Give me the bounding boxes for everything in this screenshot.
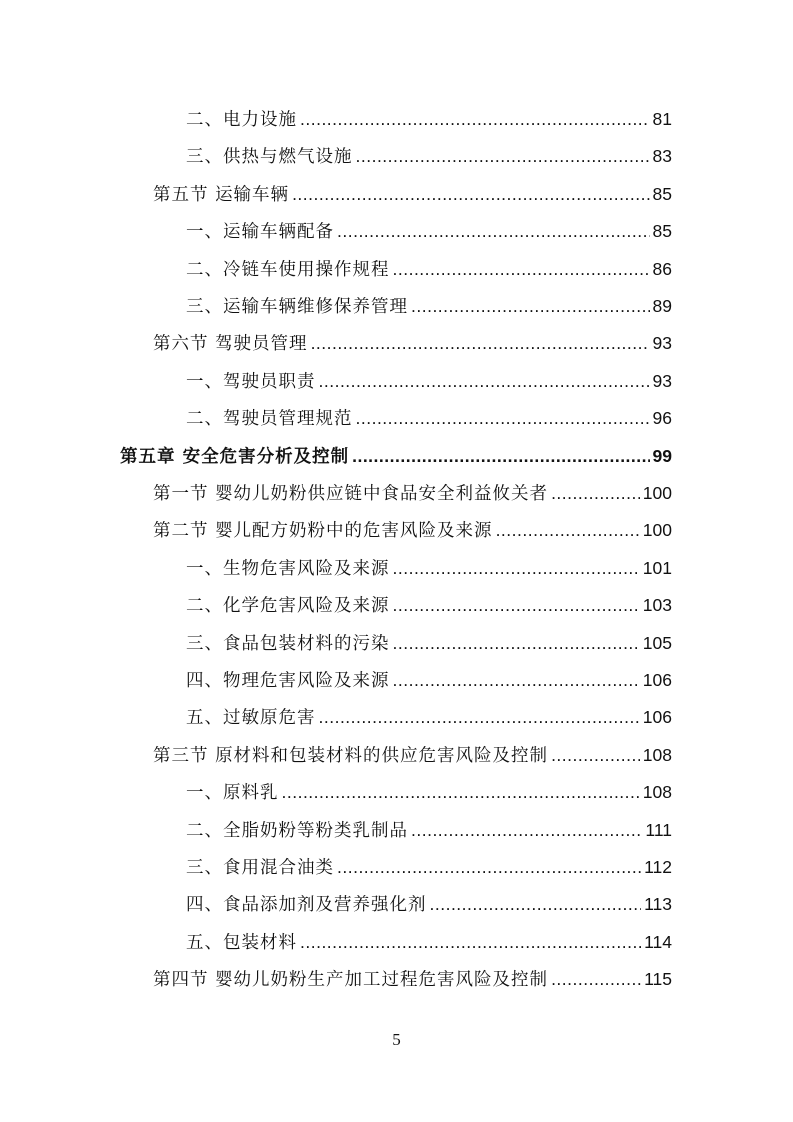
dot-leader	[430, 886, 642, 923]
dot-leader	[393, 251, 650, 288]
toc-entry-title: 一、运输车辆配备	[186, 222, 334, 243]
toc-entry-page: 111	[645, 819, 672, 840]
toc-subsection-entry[interactable]	[186, 774, 672, 811]
dot-leader	[292, 176, 649, 213]
toc-entry-title: 一、驾驶员职责	[186, 371, 316, 392]
toc-entry-title: 二、冷链车使用操作规程	[186, 259, 390, 280]
toc-section-entry[interactable]	[153, 325, 672, 362]
toc-entry-page: 89	[652, 296, 672, 316]
toc-entry-page: 113	[644, 894, 672, 915]
toc-subsection-entry[interactable]	[186, 886, 672, 923]
toc-entry-title: 第一节 婴幼儿奶粉供应链中食品安全利益攸关者	[153, 484, 549, 504]
toc-entry-title: 第五节 运输车辆	[153, 184, 290, 205]
toc-entry-page: 100	[642, 520, 672, 541]
toc-entry-title: 一、生物危害风险及来源	[186, 558, 390, 579]
toc-entry-page: 101	[642, 557, 672, 578]
dot-leader	[393, 550, 640, 587]
toc-entry-page: 85	[652, 183, 672, 204]
toc-subsection-entry[interactable]	[186, 101, 672, 138]
toc-entry-title: 二、电力设施	[186, 110, 297, 130]
toc-chapter-entry[interactable]	[120, 438, 672, 475]
toc-subsection-entry[interactable]	[186, 251, 672, 288]
dot-leader	[411, 288, 650, 325]
page-number: 5	[392, 1030, 401, 1049]
toc-subsection-entry[interactable]	[186, 213, 672, 250]
toc-entry-title: 第六节 驾驶员管理	[153, 334, 308, 355]
toc-entry-title: 第四节 婴幼儿奶粉生产加工过程危害风险及控制	[153, 970, 549, 991]
dot-leader	[356, 138, 650, 175]
dot-leader	[282, 774, 640, 811]
dot-leader	[337, 849, 641, 886]
toc-subsection-entry[interactable]	[186, 662, 672, 699]
toc-entry-page: 99	[652, 445, 672, 466]
dot-leader	[300, 101, 650, 138]
toc-entry-page: 85	[652, 221, 672, 242]
dot-leader	[337, 213, 650, 250]
toc-entry-title: 三、运输车辆维修保养管理	[186, 297, 408, 317]
dot-leader	[551, 475, 640, 512]
toc-section-entry[interactable]	[153, 475, 672, 512]
dot-leader	[311, 325, 650, 362]
dot-leader	[319, 699, 640, 736]
toc-entry-page: 83	[652, 146, 672, 167]
toc-entry-page: 93	[652, 333, 672, 354]
dot-leader	[356, 400, 650, 437]
toc-entry-page: 103	[642, 595, 672, 616]
toc-entry-page: 108	[642, 782, 672, 803]
toc-entry-title: 一、原料乳	[186, 783, 279, 804]
dot-leader	[411, 812, 642, 849]
toc-entry-title: 二、化学危害风险及来源	[186, 596, 390, 617]
dot-leader	[319, 363, 650, 400]
toc-subsection-entry[interactable]	[186, 138, 672, 175]
toc-entry-page: 108	[642, 744, 672, 765]
toc-entry-title: 四、物理危害风险及来源	[186, 671, 390, 691]
dot-leader	[393, 662, 640, 699]
toc-entry-title: 第二节 婴儿配方奶粉中的危害风险及来源	[153, 521, 493, 542]
dot-leader	[393, 587, 640, 624]
toc-entry-page: 112	[644, 857, 672, 877]
toc-entry-page: 86	[652, 258, 672, 279]
toc-subsection-entry[interactable]	[186, 849, 672, 886]
toc-entry-title: 四、食品添加剂及营养强化剂	[186, 895, 427, 916]
dot-leader	[393, 625, 640, 662]
toc-entry-page: 105	[642, 632, 672, 653]
toc-entry-title: 五、过敏原危害	[186, 708, 316, 729]
toc-subsection-entry[interactable]	[186, 924, 672, 961]
toc-subsection-entry[interactable]	[186, 812, 672, 849]
toc-entry-page: 81	[652, 109, 672, 129]
toc-entry-title: 第五章 安全危害分析及控制	[120, 446, 350, 467]
toc-entry-page: 106	[642, 707, 672, 728]
toc-entry-title: 二、驾驶员管理规范	[186, 409, 353, 430]
toc-subsection-entry[interactable]	[186, 550, 672, 587]
toc-entry-title: 五、包装材料	[186, 932, 297, 953]
toc-subsection-entry[interactable]	[186, 400, 672, 437]
toc-entry-title: 三、食用混合油类	[186, 858, 334, 878]
toc-section-entry[interactable]	[153, 512, 672, 549]
toc-entry-title: 三、食品包装材料的污染	[186, 633, 390, 654]
toc-section-entry[interactable]	[153, 961, 672, 998]
toc-entry-page: 114	[644, 931, 672, 952]
toc-entry-page: 115	[644, 969, 672, 990]
toc-entry-page: 106	[642, 670, 672, 690]
toc-section-entry[interactable]	[153, 737, 672, 774]
dot-leader	[551, 961, 641, 998]
toc-subsection-entry[interactable]	[186, 587, 672, 624]
toc-subsection-entry[interactable]	[186, 288, 672, 325]
dot-leader	[352, 438, 649, 475]
toc-entry-title: 三、供热与燃气设施	[186, 147, 353, 168]
toc-entry-page: 96	[652, 408, 672, 429]
toc-entry-page: 93	[652, 370, 672, 391]
dot-leader	[496, 512, 640, 549]
toc-subsection-entry[interactable]	[186, 699, 672, 736]
toc-entry-page: 100	[642, 483, 672, 503]
toc-subsection-entry[interactable]	[186, 363, 672, 400]
toc-entry-title: 第三节 原材料和包装材料的供应危害风险及控制	[153, 745, 549, 766]
toc-entry-title: 二、全脂奶粉等粉类乳制品	[186, 820, 408, 841]
dot-leader	[551, 737, 640, 774]
dot-leader	[300, 924, 641, 961]
toc-section-entry[interactable]	[153, 176, 672, 213]
toc-subsection-entry[interactable]	[186, 625, 672, 662]
